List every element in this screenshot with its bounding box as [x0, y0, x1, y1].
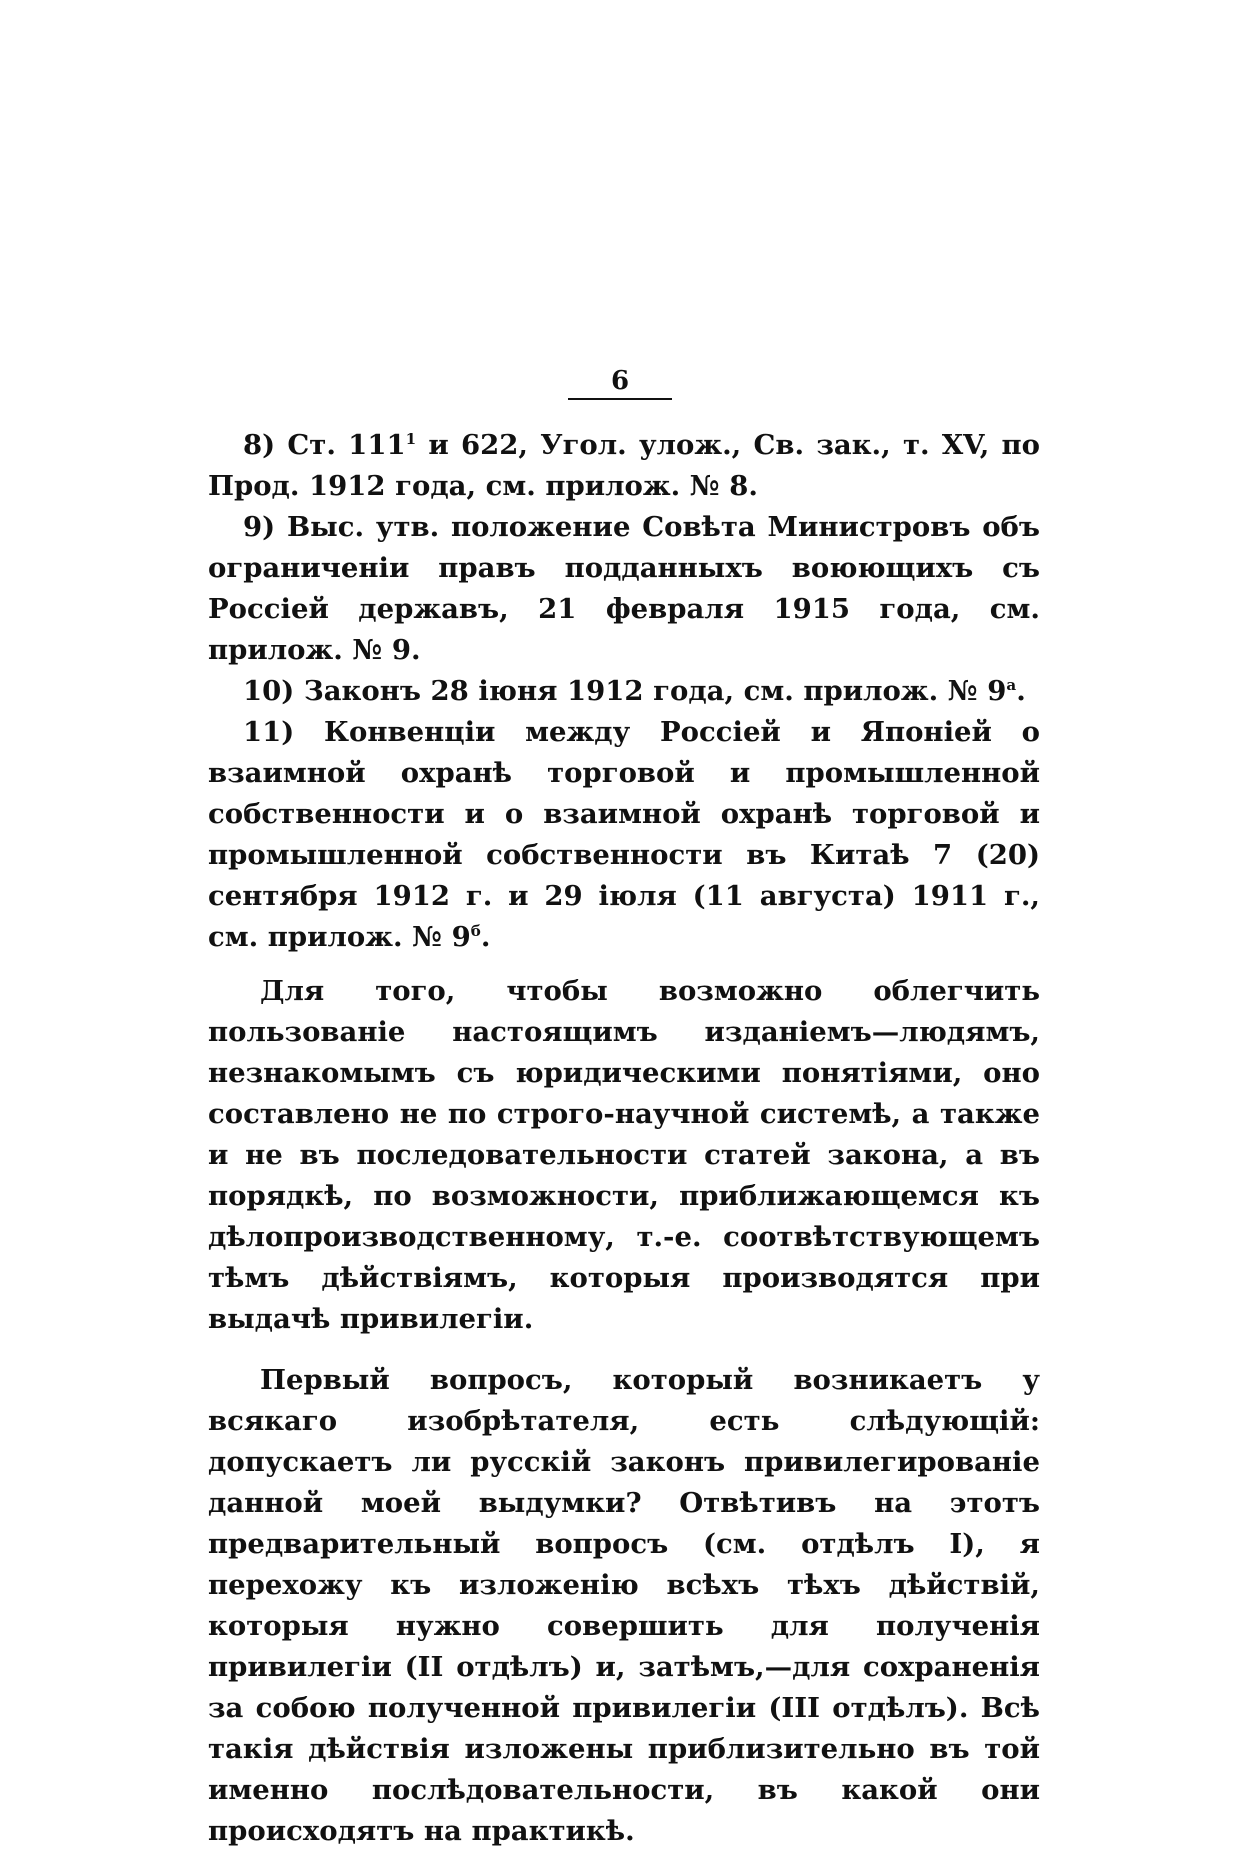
reference-text-end: и 622, Угол. улож., Св. зак., т. XV, по Прод. 1912 года, см. прилож. № 8.	[208, 429, 1040, 502]
reference-label: 10)	[243, 675, 295, 707]
reference-text: Конвенціи между Россіей и Японіей о взаимной охранѣ торговой и промышленной собственности и о взаимной охранѣ торговой и промышленной собственности въ Китаѣ 7 (20) сентября 1912 г. и 29 іюля (11 августа) 1911 г., см. прилож. № 9	[208, 716, 1040, 953]
reference-superscript: б	[470, 921, 481, 940]
reference-label: 9)	[243, 511, 276, 543]
reference-text: Выс. утв. положение Совѣта Министровъ объ ограниченіи правъ подданныхъ воюющихъ съ Россіей державъ, 21 февраля 1915 года, см. прилож. № 9.	[208, 511, 1040, 666]
reference-item	[208, 507, 1040, 671]
reference-superscript: 1	[405, 429, 417, 448]
page-body	[208, 425, 1040, 1852]
reference-item	[208, 712, 1040, 958]
paragraph-purpose: Для того, чтобы возможно облегчить пользованіе настоящимъ изданіемъ—людямъ, незнакомымъ съ юридическими понятіями, оно составлено не по строго-научной системѣ, а также и не въ последовательности статей закона, а въ порядкѣ, по возможности, приближающемся къ дѣлопроизводственному, т.-е. соотвѣтствующемъ тѣмъ дѣйствіямъ, которыя производятся при выдачѣ привилегіи.	[208, 975, 1040, 1335]
reference-label: 8)	[243, 429, 276, 461]
page-number-rule	[568, 398, 672, 400]
page-number: 6	[610, 366, 630, 396]
reference-item	[208, 425, 1040, 507]
reference-text: Законъ 28 іюня 1912 года, см. прилож. № 9	[303, 675, 1007, 707]
reference-superscript: а	[1006, 675, 1017, 694]
reference-text-end: .	[1016, 675, 1026, 707]
reference-label: 11)	[243, 716, 295, 748]
reference-text: Ст. 111	[287, 429, 406, 461]
reference-item	[208, 671, 1040, 712]
reference-text-end: .	[480, 921, 491, 953]
paragraph-structure: Первый вопросъ, который возникаетъ у всякаго изобрѣтателя, есть слѣдующій: допускаетъ ли русскій законъ привилегированіе данной моей выдумки? Отвѣтивъ на этотъ предварительный вопросъ (см. отдѣлъ I), я перехожу къ изложенію всѣхъ тѣхъ дѣйствій, которыя нужно совершить для полученія привилегіи (II отдѣлъ) и, затѣмъ,—для сохраненія за собою полученной привилегіи (III отдѣлъ). Всѣ такія дѣйствія изложены приблизительно въ той именно послѣдовательности, въ какой они происходятъ на практикѣ.	[208, 1364, 1040, 1847]
